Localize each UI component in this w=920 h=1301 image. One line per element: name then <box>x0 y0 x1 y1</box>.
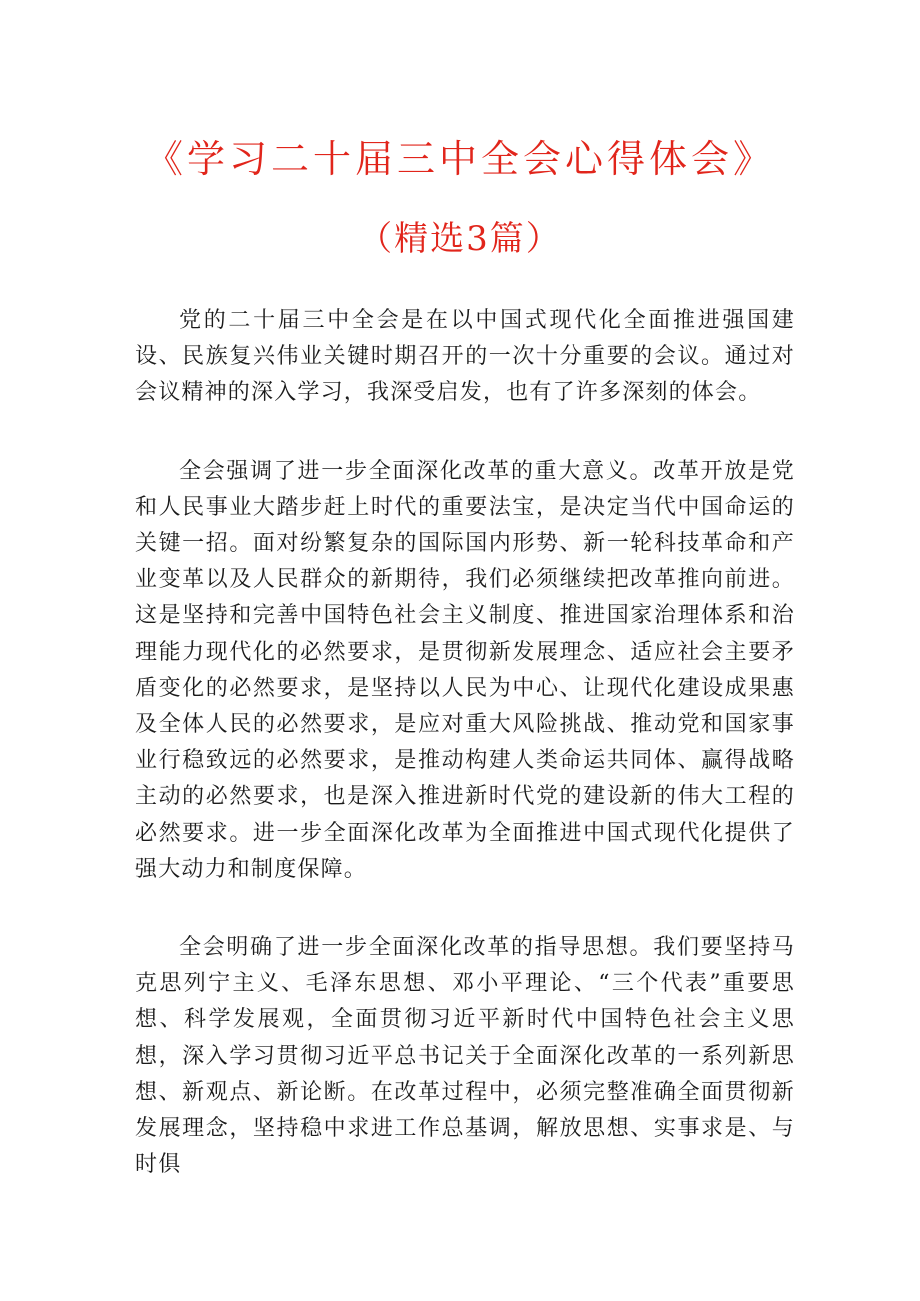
paragraph-1: 党的二十届三中全会是在以中国式现代化全面推进强国建设、民族复兴伟业关键时期召开的一次十分重要的会议。通过对会议精神的深入学习，我深受启发，也有了许多深刻的体会。 <box>135 308 795 406</box>
document-body <box>135 303 795 1225</box>
document-subtitle: （精选3篇） <box>358 219 562 259</box>
paragraph-2: 全会强调了进一步全面深化改革的重大意义。改革开放是党和人民事业大踏步赶上时代的重要法宝，是决定当代中国命运的关键一招。面对纷繁复杂的国际国内形势、新一轮科技革命和产业变革以及人民群众的新期待，我们必须继续把改革推向前进。这是坚持和完善中国特色社会主义制度、推进国家治理体系和治理能力现代化的必然要求，是贯彻新发展理念、适应社会主要矛盾变化的必然要求，是坚持以人民为中心、让现代化建设成果惠及全体人民的必然要求，是应对重大风险挑战、推动党和国家事业行稳致远的必然要求，是推动构建人类命运共同体、赢得战略主动的必然要求，也是深入推进新时代党的建设新的伟大工程的必然要求。进一步全面深化改革为全面推进中国式现代化提供了强大动力和制度保障。 <box>135 458 795 882</box>
document-title: 《学习二十届三中全会心得体会》 <box>144 137 775 181</box>
paragraph-3: 全会明确了进一步全面深化改革的指导思想。我们要坚持马克思列宁主义、毛泽东思想、邓小平理论、“三个代表”重要思想、科学发展观，全面贯彻习近平新时代中国特色社会主义思想，深入学习贯彻习近平总书记关于全面深化改革的一系列新思想、新观点、新论断。在改革过程中，必须完整准确全面贯彻新发展理念，坚持稳中求进工作总基调，解放思想、实事求是、与时俱 <box>135 935 795 1178</box>
